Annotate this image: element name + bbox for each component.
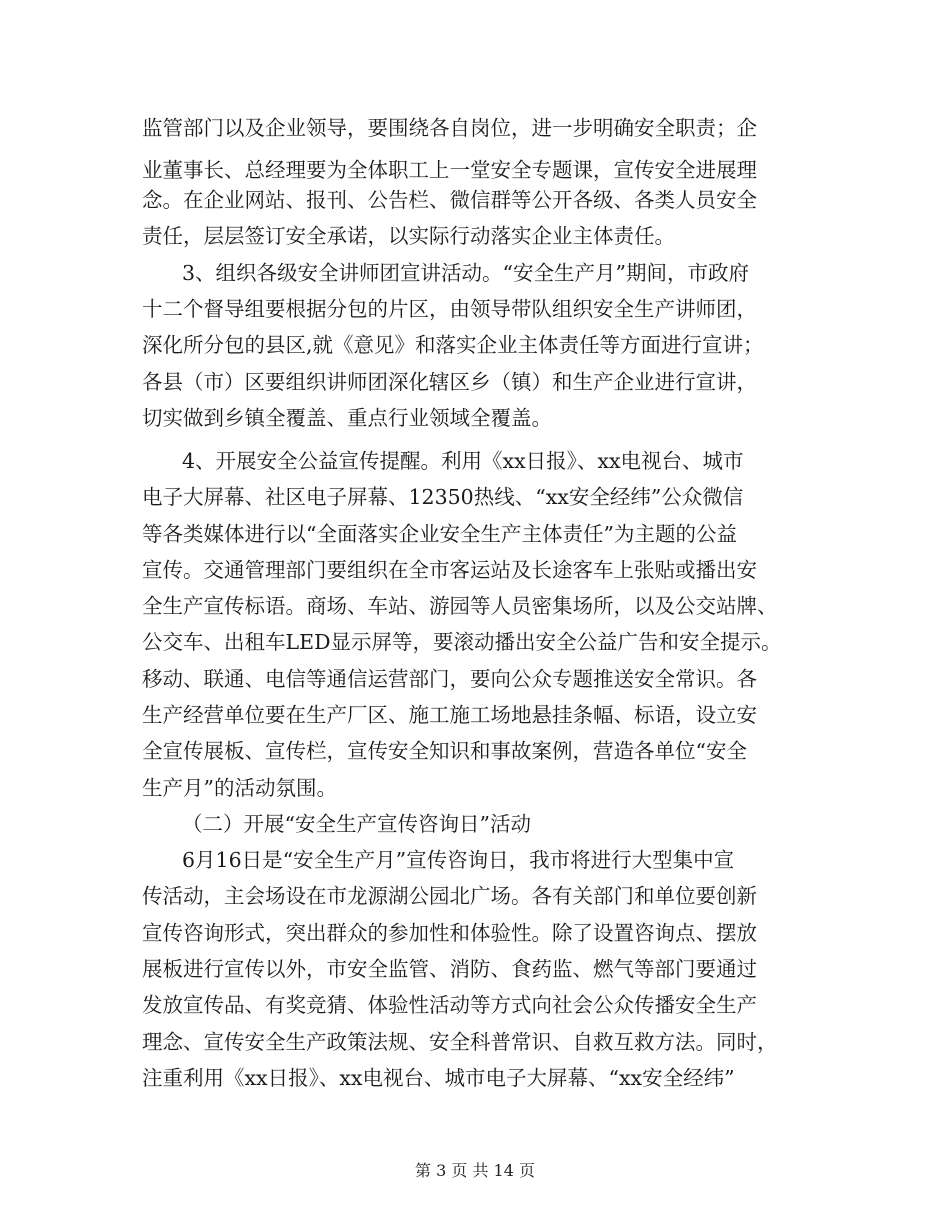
paragraph-line: 全生产宣传标语。商场、车站、游园等人员密集场所，以及公交站牌、 (142, 594, 778, 618)
paragraph-line: 切实做到乡镇全覆盖、重点行业领域全覆盖。 (142, 406, 552, 430)
paragraph-line: 传活动，主会场设在市龙源湖公园北广场。各有关部门和单位要创新 (142, 884, 757, 908)
paragraph-line: 业董事长、总经理要为全体职工上一堂安全专题课，宣传安全进展理 (142, 158, 757, 182)
paragraph-line: 公交车、出租车LED显示屏等，要滚动播出安全公益广告和安全提示。 (142, 630, 782, 654)
paragraph-line: 3、组织各级安全讲师团宣讲活动。“安全生产月”期间，市政府 (182, 261, 750, 285)
paragraph-line: 全宣传展板、宣传栏，宣传安全知识和事故案例，营造各单位“安全 (142, 739, 747, 763)
paragraph-line: 4、开展安全公益宣传提醒。利用《xx日报》、xx电视台、城市 (182, 449, 744, 473)
paragraph-line: 生产经营单位要在生产厂区、施工施工场地悬挂条幅、标语，设立安 (142, 703, 757, 727)
paragraph-line: 各县（市）区要组织讲师团深化辖区乡（镇）和生产企业进行宣讲， (142, 370, 757, 394)
paragraph-line: 电子大屏幕、社区电子屏幕、12350热线、“xx安全经纬”公众微信 (142, 485, 744, 509)
paragraph-line: 注重利用《xx日报》、xx电视台、城市电子大屏幕、“xx安全经纬” (142, 1066, 735, 1090)
paragraph-line: 深化所分包的县区,就《意见》和落实企业主体责任等方面进行宣讲； (142, 333, 764, 357)
paragraph-line: 宣传。交通管理部门要组织在全市客运站及长途客车上张贴或播出安 (142, 558, 757, 582)
paragraph-line: 6月16日是“安全生产月”宣传咨询日，我市将进行大型集中宣 (182, 848, 735, 872)
paragraph-line: 理念、宣传安全生产政策法规、安全科普常识、自救互救方法。同时， (142, 1030, 778, 1054)
paragraph-line: 监管部门以及企业领导，要围绕各自岗位，进一步明确安全职责；企 (142, 116, 757, 140)
paragraph-line: 责任，层层签订安全承诺，以实际行动落实企业主体责任。 (142, 224, 675, 248)
paragraph-line: 展板进行宣传以外，市安全监管、消防、食药监、燃气等部门要通过 (142, 957, 757, 981)
paragraph-line: 念。在企业网站、报刊、公告栏、微信群等公开各级、各类人员安全 (142, 188, 757, 212)
paragraph-line: 十二个督导组要根据分包的片区，由领导带队组织安全生产讲师团， (142, 297, 757, 321)
paragraph-line: 等各类媒体进行以“全面落实企业安全生产主体责任”为主题的公益 (142, 522, 737, 546)
paragraph-line: 宣传咨询形式，突出群众的参加性和体验性。除了设置咨询点、摆放 (142, 921, 757, 945)
section-heading: （二）开展“安全生产宣传咨询日”活动 (182, 812, 531, 836)
paragraph-line: 生产月”的活动氛围。 (142, 776, 337, 800)
paragraph-line: 发放宣传品、有奖竞猜、体验性活动等方式向社会公众传播安全生产 (142, 993, 757, 1017)
paragraph-line: 移动、联通、电信等通信运营部门，要向公众专题推送安全常识。各 (142, 667, 757, 691)
page-number-footer: 第 3 页 共 14 页 (415, 1161, 535, 1180)
